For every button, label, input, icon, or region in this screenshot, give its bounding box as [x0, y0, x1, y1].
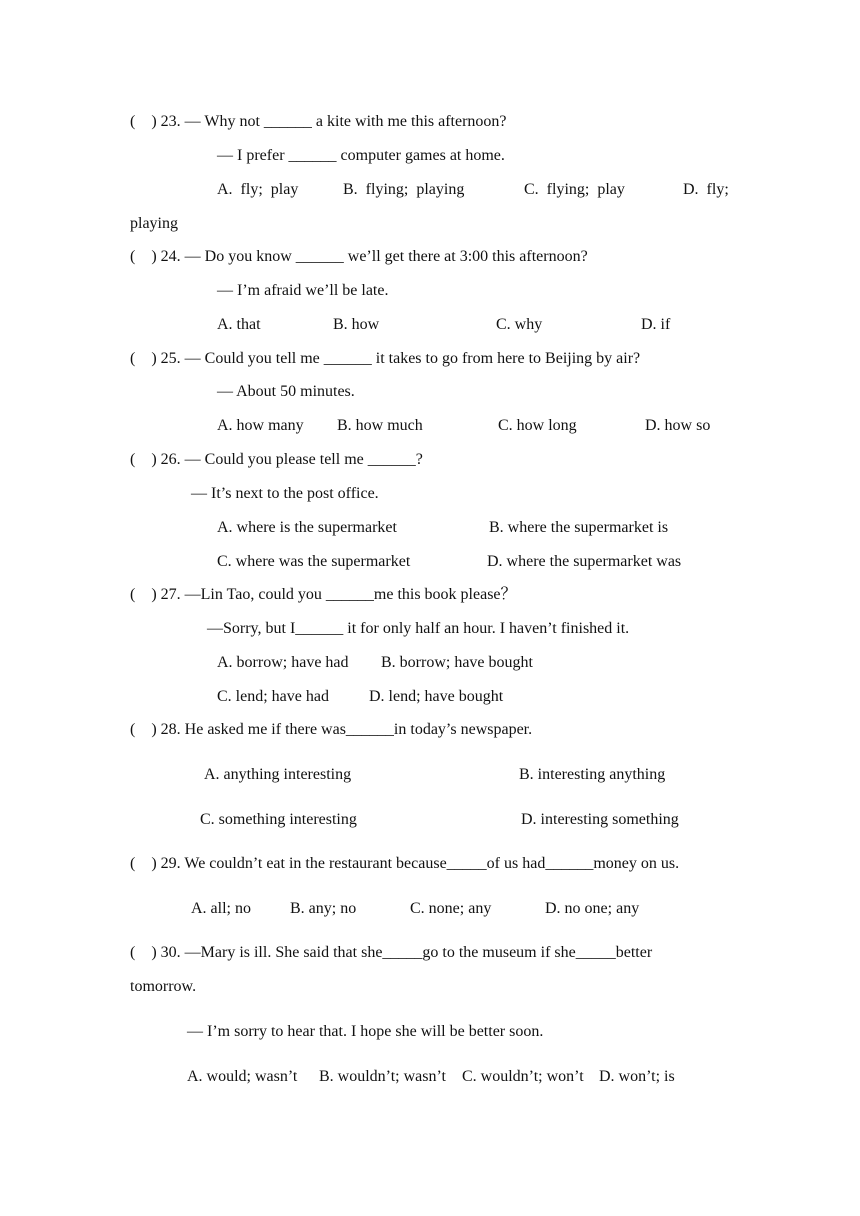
- option-30-d: D. won’t; is: [599, 1068, 675, 1085]
- option-26-c: C. where was the supermarket: [217, 553, 411, 570]
- option-30-b: B. wouldn’t; wasn’t: [319, 1068, 446, 1085]
- reply-25: — About 50 minutes.: [217, 383, 355, 400]
- option-25-a: A. how many: [217, 417, 304, 434]
- reply-27: —Sorry, but I______ it for only half an hour. I haven’t finished it.: [207, 620, 630, 637]
- option-26-b: B. where the supermarket is: [489, 519, 669, 536]
- reply-24: — I’m afraid we’ll be late.: [217, 282, 389, 299]
- option-25-d: D. how so: [645, 417, 711, 434]
- reply-30: — I’m sorry to hear that. I hope she will be better soon.: [187, 1023, 544, 1040]
- option-29-b: B. any; no: [290, 900, 357, 917]
- question-26: ( ) 26. — Could you please tell me ______?: [130, 451, 423, 468]
- option-30-a: A. would; wasn’t: [187, 1068, 298, 1085]
- option-27-d: D. lend; have bought: [369, 688, 504, 705]
- option-27-c: C. lend; have had: [217, 688, 329, 705]
- question-23: ( ) 23. — Why not ______ a kite with me this afternoon?: [130, 113, 507, 130]
- option-29-c: C. none; any: [410, 900, 492, 917]
- option-28-a: A. anything interesting: [204, 766, 352, 783]
- option-25-c: C. how long: [498, 417, 577, 434]
- question-30: ( ) 30. —Mary is ill. She said that she_____go to the museum if she_____better: [130, 944, 653, 961]
- option-27-b: B. borrow; have bought: [381, 654, 533, 671]
- question-27: ( ) 27. —Lin Tao, could you ______me this book please？: [130, 586, 517, 603]
- reply-23: — I prefer ______ computer games at home.: [217, 147, 505, 164]
- option-29-a: A. all; no: [191, 900, 251, 917]
- option-28-c: C. something interesting: [200, 811, 357, 828]
- option-30-c: C. wouldn’t; won’t: [462, 1068, 584, 1085]
- reply-26: — It’s next to the post office.: [191, 485, 379, 502]
- option-25-b: B. how much: [337, 417, 423, 434]
- option-23-b: B. flying; playing: [343, 181, 465, 198]
- option-26-d: D. where the supermarket was: [487, 553, 682, 570]
- option-23-c: C. flying; play: [524, 181, 625, 198]
- question-30-wrap: tomorrow.: [130, 978, 197, 995]
- option-23-d: D. fly;: [683, 181, 729, 198]
- question-24: ( ) 24. — Do you know ______ we’ll get there at 3:00 this afternoon?: [130, 248, 588, 265]
- question-28: ( ) 28. He asked me if there was______in today’s newspaper.: [130, 721, 533, 738]
- option-27-a: A. borrow; have had: [217, 654, 349, 671]
- option-23-a: A. fly; play: [217, 181, 299, 198]
- option-24-a: A. that: [217, 316, 261, 333]
- option-24-d: D. if: [641, 316, 671, 333]
- option-26-a: A. where is the supermarket: [217, 519, 397, 536]
- option-29-d: D. no one; any: [545, 900, 640, 917]
- option-28-b: B. interesting anything: [519, 766, 666, 783]
- question-29: ( ) 29. We couldn’t eat in the restaurant because_____of us had______money on us.: [130, 855, 680, 872]
- option-24-b: B. how: [333, 316, 380, 333]
- option-24-c: C. why: [496, 316, 543, 333]
- question-25: ( ) 25. — Could you tell me ______ it takes to go from here to Beijing by air?: [130, 350, 641, 367]
- option-23-d-wrap: playing: [130, 215, 178, 232]
- option-28-d: D. interesting something: [521, 811, 679, 828]
